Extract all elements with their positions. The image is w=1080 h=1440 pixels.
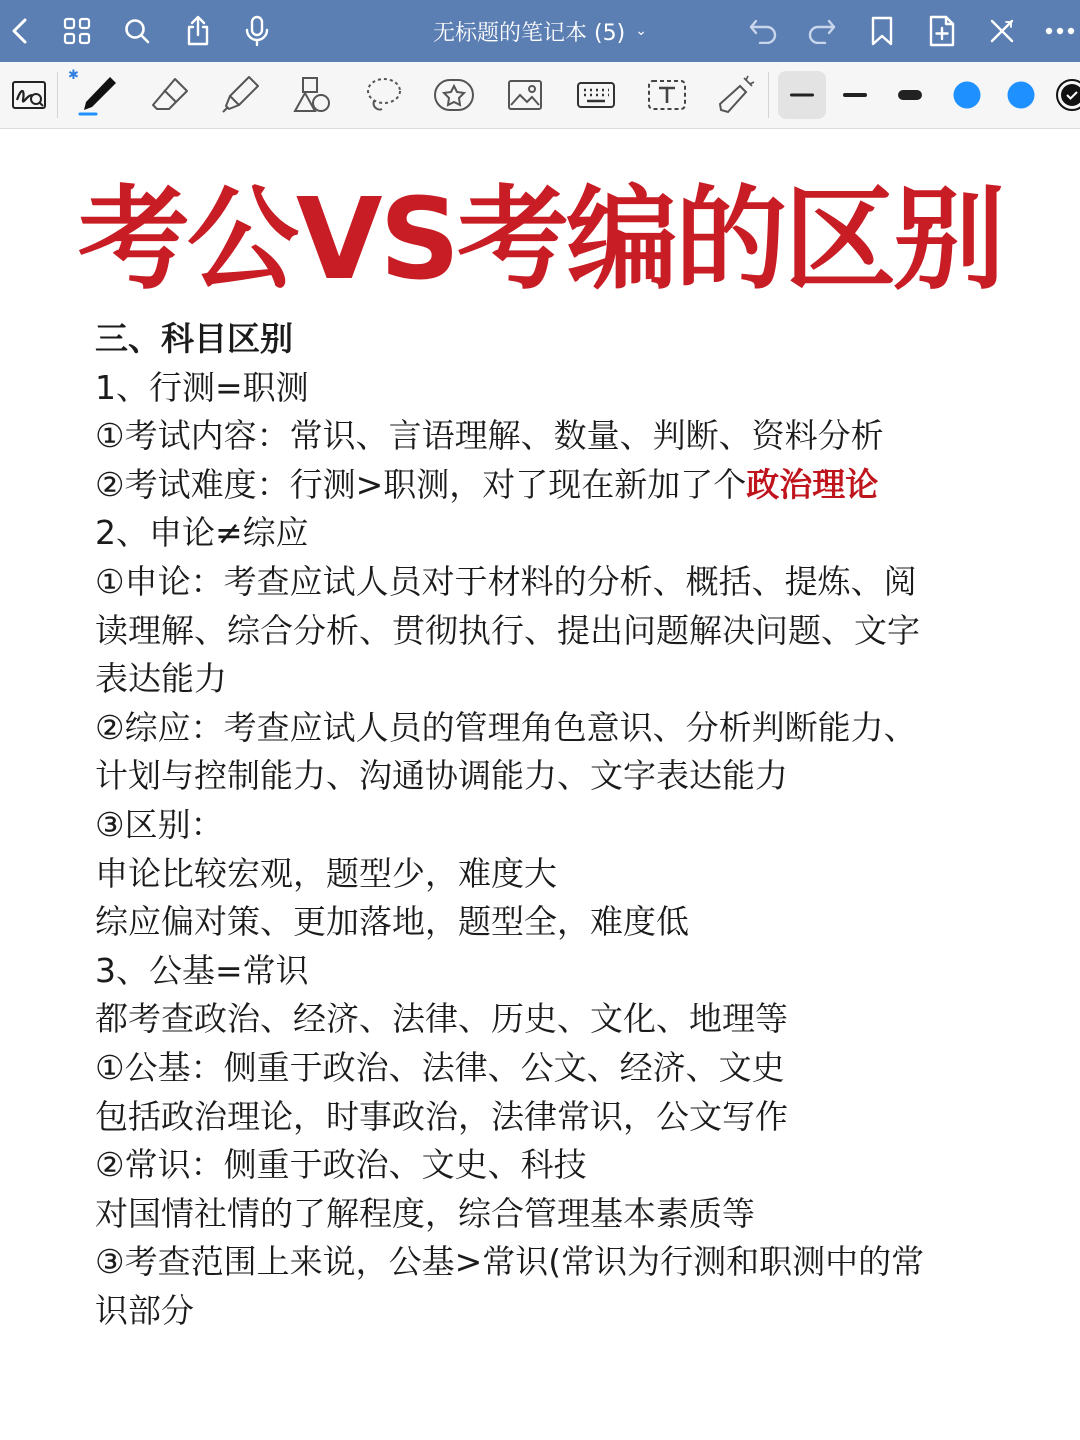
image-icon: [507, 79, 543, 111]
note-body: [95, 315, 995, 1335]
note-line: [95, 1141, 995, 1190]
eraser-icon: [149, 75, 191, 115]
note-line: [95, 801, 995, 850]
note-line-text: 3、公基=常识: [95, 950, 309, 990]
add-page-button[interactable]: [922, 11, 962, 51]
note-line-text: ②常识：侧重于政治、文史、科技: [95, 1145, 587, 1185]
share-icon: [184, 15, 212, 47]
note-line-text: ①申论：考查应试人员对于材料的分析、概括、提炼、阅: [95, 561, 917, 601]
note-line-text: 都考查政治、经济、法律、历史、文化、地理等: [95, 999, 788, 1039]
keyboard-tool[interactable]: [572, 71, 620, 119]
note-line: [95, 461, 995, 510]
note-line: [95, 1287, 995, 1336]
note-line-text: 三、科目区别: [95, 319, 293, 358]
note-line: [95, 655, 995, 704]
note-line: [95, 995, 995, 1044]
share-button[interactable]: [178, 11, 218, 51]
note-line: [95, 947, 995, 996]
redo-button[interactable]: [802, 11, 842, 51]
note-line-text: 综应偏对策、更加落地，题型全，难度低: [95, 902, 689, 942]
keyboard-icon: [576, 81, 616, 109]
document-title: 无标题的笔记本 (5): [433, 20, 626, 46]
redo-icon: [807, 18, 837, 44]
app-top-bar: [0, 0, 1080, 62]
mic-icon: [244, 15, 270, 47]
laser-pointer-tool[interactable]: [712, 71, 760, 119]
thin-stroke-icon: [788, 92, 816, 98]
note-line: [95, 364, 995, 413]
laser-pointer-icon: [716, 74, 756, 116]
search-button[interactable]: [117, 11, 157, 51]
note-line-text: ③区别：: [95, 804, 224, 844]
note-line: [95, 509, 995, 558]
note-line: [95, 412, 995, 461]
undo-button[interactable]: [743, 11, 783, 51]
note-line-text: 识部分: [95, 1290, 194, 1330]
close-button[interactable]: [982, 11, 1022, 51]
note-line: [95, 558, 995, 607]
grid-icon: [63, 17, 91, 45]
note-line-text: 1、行测=职测: [95, 367, 309, 407]
bookmark-button[interactable]: [862, 11, 902, 51]
toolbar-divider: [57, 72, 58, 118]
zoom-window-tool[interactable]: [5, 71, 53, 119]
medium-stroke-icon: [841, 91, 869, 99]
note-line: [95, 1044, 995, 1093]
color-swatch-1[interactable]: [943, 71, 991, 119]
voice-record-button[interactable]: [237, 11, 277, 51]
add-page-icon: [928, 15, 956, 47]
text-box-icon: [647, 79, 687, 111]
close-icon: [989, 18, 1015, 44]
black-color-dot-selected-icon: [1055, 78, 1080, 112]
note-line-text: 计划与控制能力、沟通协调能力、文字表达能力: [95, 756, 788, 796]
note-line: [95, 704, 995, 753]
note-line-text: ③考查范围上来说，公基>常识(常识为行测和职测中的常: [95, 1242, 925, 1282]
stroke-width-medium[interactable]: [831, 71, 879, 119]
document-title-menu[interactable]: [380, 0, 700, 62]
note-line-text: 包括政治理论，时事政治，法律常识，公文写作: [95, 1096, 788, 1136]
lasso-tool[interactable]: [360, 71, 408, 119]
note-line-text: ②综应：考查应试人员的管理角色意识、分析判断能力、: [95, 707, 917, 747]
blue-color-dot-icon: [1006, 80, 1036, 110]
shapes-icon: [291, 75, 333, 115]
text-box-tool[interactable]: [643, 71, 691, 119]
more-icon: [1045, 27, 1075, 35]
highlighter-tool[interactable]: [216, 71, 264, 119]
thick-stroke-icon: [896, 89, 924, 101]
chevron-down-icon: ⌄: [635, 23, 647, 39]
note-line-text: 申论比较宏观，题型少，难度大: [95, 853, 557, 893]
highlighted-term: 政治理论: [746, 464, 879, 504]
note-line: [95, 607, 995, 656]
thumbnails-button[interactable]: [57, 11, 97, 51]
image-tool[interactable]: [501, 71, 549, 119]
note-line-text: ①公基：侧重于政治、法律、公文、经济、文史: [95, 1047, 785, 1087]
note-line: [95, 1238, 995, 1287]
search-icon: [123, 17, 151, 45]
note-line-text: 2、申论≠综应: [95, 513, 309, 553]
note-line-text: ①考试内容：常识、言语理解、数量、判断、资料分析: [95, 416, 884, 456]
lasso-zoom-icon: [11, 80, 47, 110]
lasso-icon: [364, 75, 404, 115]
undo-icon: [748, 18, 778, 44]
toolbar-divider: [768, 72, 769, 118]
pen-tool[interactable]: [74, 71, 122, 119]
section-heading: [95, 315, 995, 364]
stroke-width-thick[interactable]: [886, 71, 934, 119]
note-line: [95, 898, 995, 947]
note-line: [95, 1093, 995, 1142]
blue-color-dot-icon: [952, 80, 982, 110]
highlighter-icon: [219, 74, 261, 116]
pen-icon: [76, 73, 120, 117]
eraser-tool[interactable]: [146, 71, 194, 119]
more-button[interactable]: [1040, 11, 1080, 51]
color-swatch-2[interactable]: [997, 71, 1045, 119]
note-line: [95, 1190, 995, 1239]
back-icon: [8, 16, 32, 46]
shapes-tool[interactable]: [288, 71, 336, 119]
stroke-width-thin[interactable]: [778, 71, 826, 119]
bookmark-icon: [870, 16, 894, 46]
back-button[interactable]: [0, 11, 40, 51]
note-line: [95, 752, 995, 801]
note-line-text: 表达能力: [95, 659, 227, 699]
sticker-icon: [433, 78, 475, 112]
color-swatch-3[interactable]: [1048, 71, 1080, 119]
note-line-text: 对国情社情的了解程度，综合管理基本素质等: [95, 1193, 755, 1233]
sticker-tool[interactable]: [430, 71, 478, 119]
bluetooth-icon: ✱: [68, 68, 79, 83]
note-line-text: 读理解、综合分析、贯彻执行、提出问题解决问题、文字: [95, 610, 920, 650]
note-line-text: ②考试难度：行测>职测，对了现在新加了个: [95, 464, 747, 504]
drawing-toolbar: [0, 62, 1080, 129]
note-line: [95, 850, 995, 899]
note-title: 考公VS考编的区别: [77, 175, 1003, 305]
